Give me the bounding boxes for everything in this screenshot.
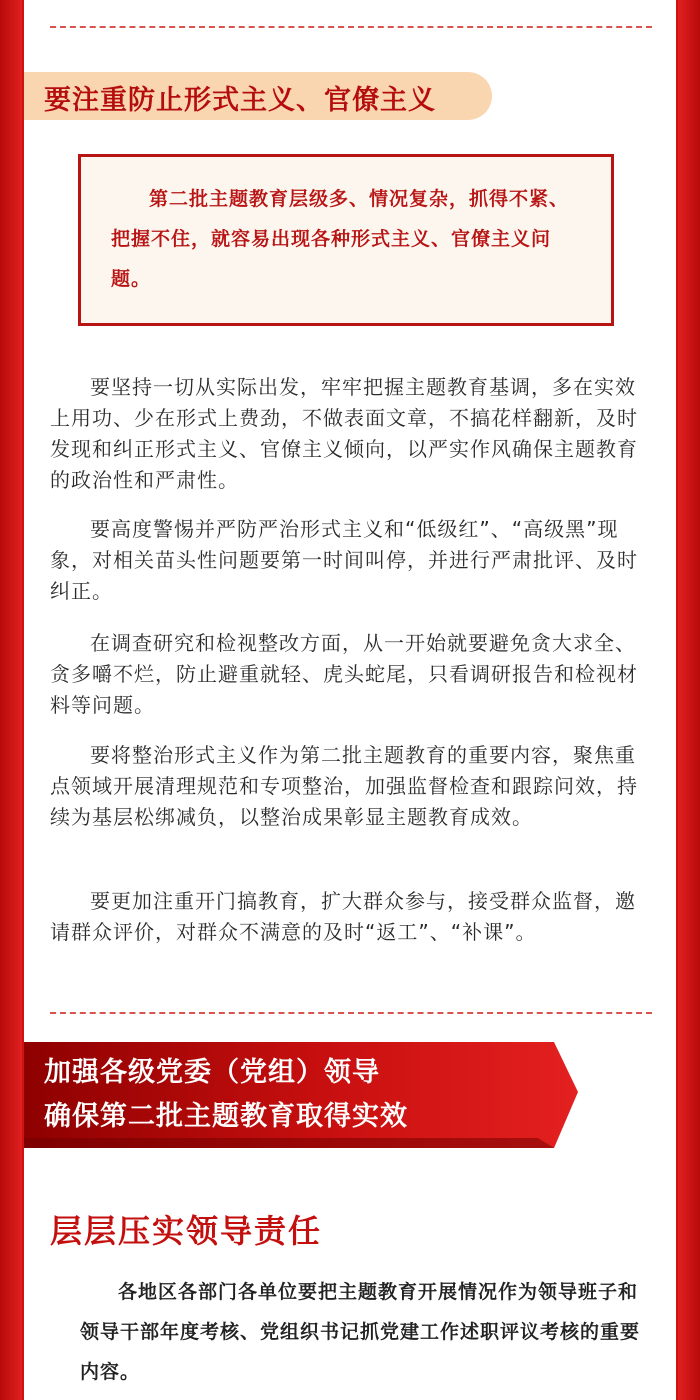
quote-text: 第二批主题教育层级多、情况复杂，抓得不紧、把握不住，就容易出现各种形式主义、官僚主义问题。: [111, 188, 570, 290]
section-heading: 要注重防止形式主义、官僚主义: [44, 85, 436, 116]
left-red-frame: [0, 0, 22, 1400]
banner-title-line-2: 确保第二批主题教育取得实效: [44, 1101, 408, 1132]
banner-title-line-1: 加强各级党委（党组）领导: [44, 1057, 380, 1088]
section-banner: [24, 1042, 578, 1148]
subsection-heading: 层层压实领导责任: [50, 1212, 323, 1250]
paragraph-5: 要更加注重开门搞教育，扩大群众参与，接受群众监督，邀请群众评价，对群众不满意的及时“返工”、“补课”。: [50, 889, 636, 944]
paragraph-3: 在调查研究和检视整改方面，从一开始就要避免贪大求全、贪多嚼不烂，防止避重就轻、虎头蛇尾，只看调研报告和检视材料等问题。: [50, 631, 638, 717]
paragraph-4: 要将整治形式主义作为第二批主题教育的重要内容，聚焦重点领域开展清理规范和专项整治，加强监督检查和跟踪问效，持续为基层松绑减负，以整治成果彰显主题教育成效。: [50, 743, 638, 829]
right-red-frame: [678, 0, 700, 1400]
paragraph-2: 要高度警惕并严防严治形式主义和“低级红”、“高级黑”现象，对相关苗头性问题要第一时间叫停，并进行严肃批评、及时纠正。: [50, 517, 638, 603]
paragraph-1: 要坚持一切从实际出发，牢牢把握主题教育基调，多在实效上用功、少在形式上费劲，不做表面文章，不搞花样翻新，及时发现和纠正形式主义、官僚主义倾向，以严实作风确保主题教育的政治性和严肃性。: [50, 375, 638, 492]
quote-box: [78, 154, 614, 326]
article-page: [24, 0, 676, 1400]
dashed-divider-top: [50, 26, 652, 28]
dashed-divider-middle: [50, 1012, 652, 1014]
section-heading-pill: [24, 72, 492, 120]
subsection-body: 各地区各部门各单位要把主题教育开展情况作为领导班子和领导干部年度考核、党组织书记抓党建工作述职评议考核的重要内容。: [80, 1281, 641, 1383]
